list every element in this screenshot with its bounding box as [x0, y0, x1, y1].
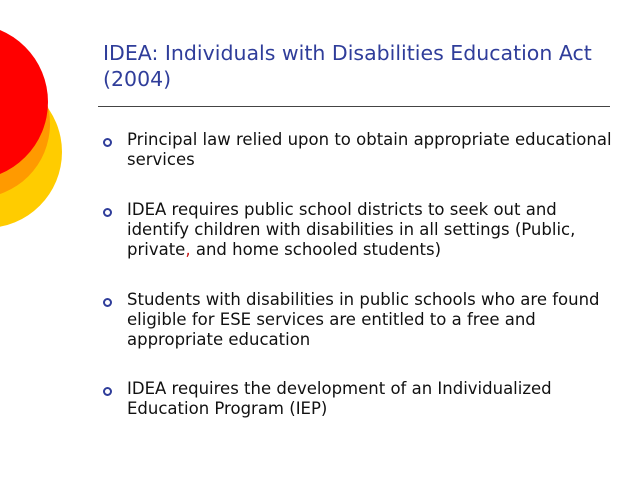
bullet-text: [127, 200, 613, 260]
bullet-item-iep: [103, 379, 613, 419]
bullet-text-part: IDEA requires public school districts to seek out and identify children with disabilities in all settings (Public, private: [127, 200, 576, 259]
bullet-text-part: and home schooled students): [190, 240, 442, 259]
bullet-text: Principal law relied upon to obtain appropriate educational services: [127, 130, 612, 169]
hollow-circle-bullet-icon: [103, 298, 112, 307]
bullet-text: IDEA requires the development of an Individualized Education Program (IEP): [127, 379, 552, 418]
slide-title: IDEA: Individuals with Disabilities Education Act (2004): [103, 41, 592, 91]
bullet-item-identify-children: [103, 200, 613, 260]
bullet-text: Students with disabilities in public schools who are found eligible for ESE services are entitled to a free and appropriate education: [127, 290, 600, 349]
bullet-item-free-appropriate-education: [103, 290, 613, 350]
hollow-circle-bullet-icon: [103, 138, 112, 147]
hollow-circle-bullet-icon: [103, 208, 112, 217]
bullet-item-principal-law: [103, 130, 613, 170]
hollow-circle-bullet-icon: [103, 387, 112, 396]
highlighted-comma: ,: [185, 240, 191, 259]
